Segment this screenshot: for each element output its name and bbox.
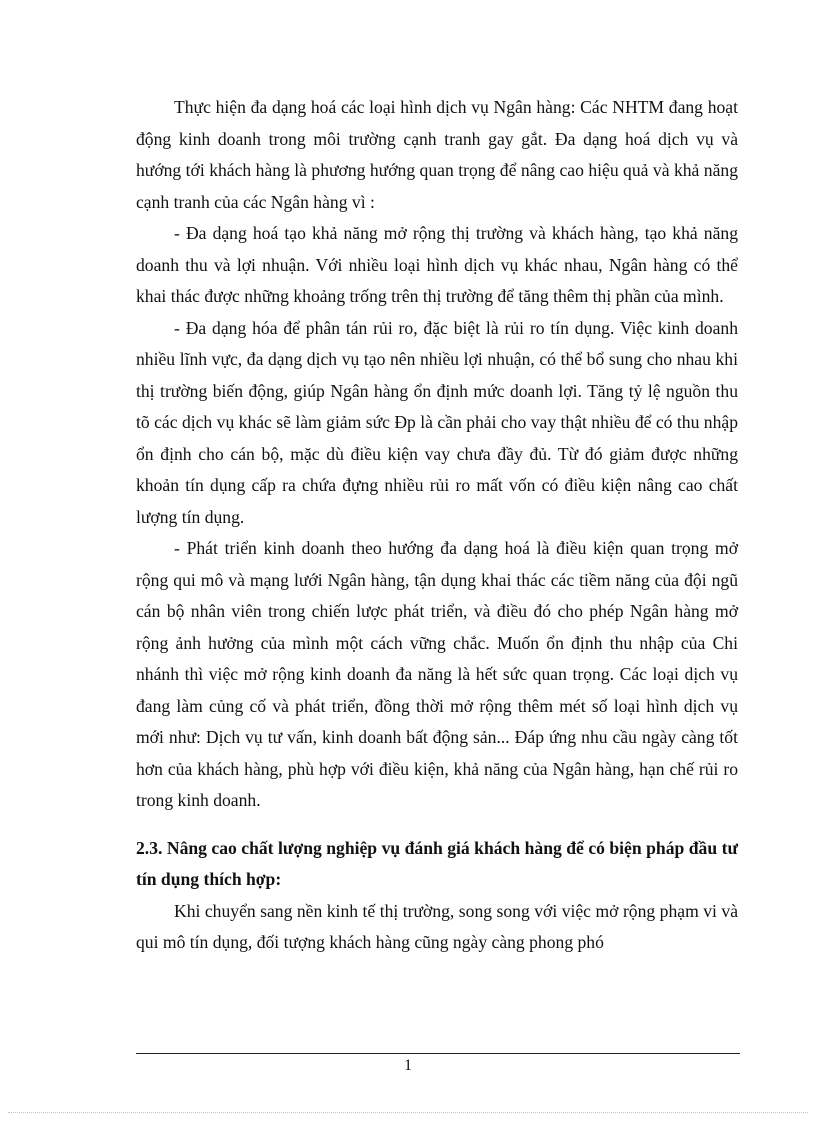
paragraph-risk-diversification: - Đa dạng hóa để phân tán rủi ro, đặc biệt là rủi ro tín dụng. Việc kinh doanh nhiều lĩnh vực, đa dạng dịch vụ tạo nên nhiều lợi nhuận, có thể bổ sung cho nhau khi thị trường biến động, giúp Ngân hàng ổn định mức doanh lợi. Tăng tỷ lệ nguồn thu tõ các dịch vụ khác sẽ làm giảm sức Ðp là cần phải cho vay thật nhiều để có thu nhập ổn định cho cán bộ, mặc dù điều kiện vay chưa đầy đủ. Từ đó giảm được những khoản tín dụng cấp ra chứa đựng nhiều rủi ro mất vốn có điều kiện nâng cao chất lượng tín dụng. <box>136 317 738 527</box>
section-heading: 2.3. Nâng cao chất lượng nghiệp vụ đánh giá khách hàng để có biện pháp đầu tư tín dụng thích hợp: <box>136 837 738 889</box>
paragraph-market-expansion: - Đa dạng hoá tạo khả năng mở rộng thị trường và khách hàng, tạo khả năng doanh thu và lợi nhuận. Với nhiều loại hình dịch vụ khác nhau, Ngân hàng có thể khai thác được những khoảng trống trên thị trường để tăng thêm thị phần của mình. <box>136 223 738 306</box>
page-body <box>136 92 738 959</box>
paragraph-diversification-intro: Thực hiện đa dạng hoá các loại hình dịch vụ Ngân hàng: Các NHTM đang hoạt động kinh doanh trong môi trường cạnh tranh gay gắt. Đa dạng hoá dịch vụ và hướng tới khách hàng là phương hướng quan trọng để nâng cao hiệu quả và khả năng cạnh tranh của các Ngân hàng vì : <box>136 97 738 212</box>
paragraph-business-development: - Phát triển kinh doanh theo hướng đa dạng hoá là điều kiện quan trọng mở rộng qui mô và mạng lưới Ngân hàng, tận dụng khai thác các tiềm năng của đội ngũ cán bộ nhân viên trong chiến lược phát triển, và điều đó cho phép Ngân hàng mở rộng ảnh hưởng của mình một cách vững chắc. Muốn ổn định thu nhập của Chi nhánh thì việc mở rộng kinh doanh đa năng là hết sức quan trọng. Các loại dịch vụ đang làm củng cố và phát triển, đồng thời mở rộng thêm mét số loại hình dịch vụ mới như: Dịch vụ tư vấn, kinh doanh bất động sản... Đáp ứng nhu cầu ngày càng tốt hơn của khách hàng, phù hợp với điều kiện, khả năng của Ngân hàng, hạn chế rủi ro trong kinh doanh. <box>136 538 738 810</box>
footer-divider <box>136 1053 740 1054</box>
paragraph-market-economy: Khi chuyển sang nền kinh tế thị trường, song song với việc mở rộng phạm vi và qui mô tín dụng, đối tượng khách hàng cũng ngày càng phong phó <box>136 900 738 952</box>
page-number: 1 <box>404 1057 412 1074</box>
page-bottom-dotted-line <box>8 1112 808 1113</box>
